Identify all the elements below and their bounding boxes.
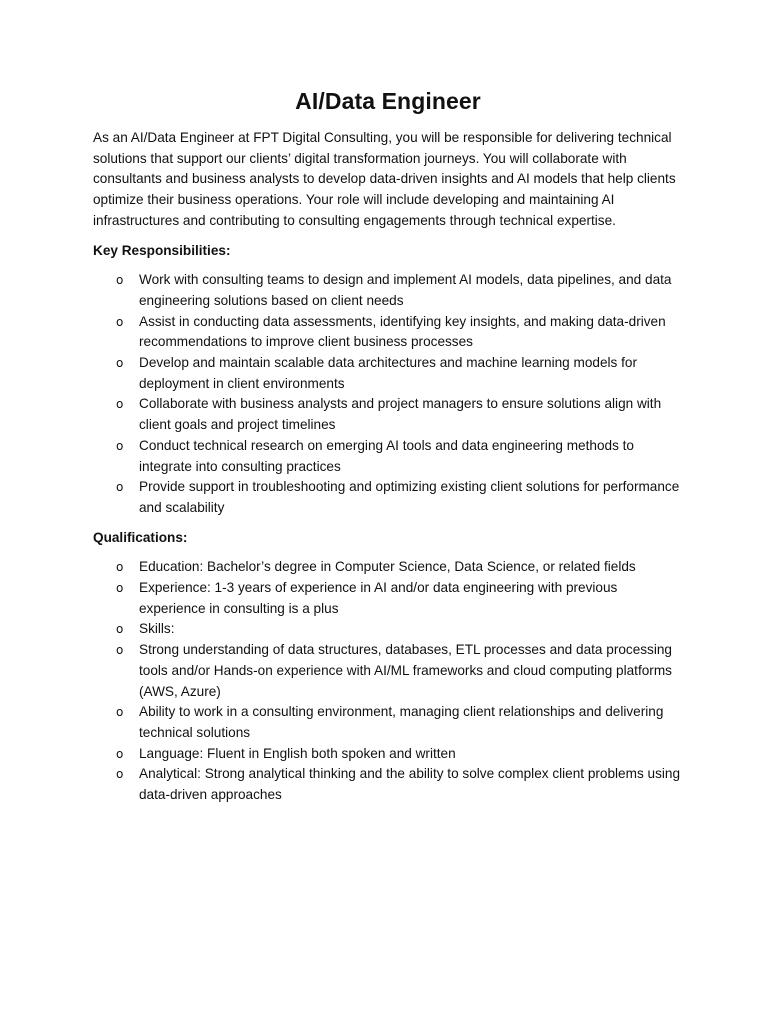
list-item-text: Provide support in troubleshooting and optimizing existing client solutions for performance and scalability	[139, 479, 680, 515]
qualifications-list	[93, 557, 683, 805]
list-item-text: Language: Fluent in English both spoken and written	[139, 745, 456, 761]
qualifications-heading: Qualifications:	[93, 529, 188, 545]
list-item-text: Assist in conducting data assessments, identifying key insights, and making data-driven recommendations to improve client business processes	[139, 313, 666, 350]
bullet-icon: o	[116, 581, 124, 596]
list-item-text: Analytical: Strong analytical thinking and the ability to solve complex client problems using data-driven approaches	[139, 766, 681, 803]
list-item-text: Education: Bachelor’s degree in Computer Science, Data Science, or related fields	[139, 559, 636, 575]
bullet-icon: o	[116, 746, 124, 761]
list-item-text: Ability to work in a consulting environment, managing client relationships and delivering technical solutions	[139, 704, 664, 740]
list-item	[93, 312, 683, 353]
list-item-text: Skills:	[139, 621, 175, 637]
page-title: AI/Data Engineer	[295, 88, 481, 114]
list-item	[93, 619, 683, 640]
bullet-icon: o	[116, 397, 124, 412]
bullet-icon: o	[116, 643, 124, 658]
bullet-icon: o	[116, 622, 124, 637]
bullet-icon: o	[116, 314, 124, 329]
responsibilities-list	[93, 270, 683, 518]
bullet-icon: o	[116, 356, 124, 371]
list-item	[93, 744, 683, 765]
list-item-text: Develop and maintain scalable data architectures and machine learning models for deployment in client environments	[139, 355, 637, 391]
list-item-text: Collaborate with business analysts and project managers to ensure solutions align with client goals and project timelines	[139, 396, 662, 433]
list-item	[93, 764, 683, 805]
list-item	[93, 578, 683, 619]
bullet-icon: o	[116, 273, 124, 288]
list-item-text: Conduct technical research on emerging AI tools and data engineering methods to integrate into consulting practices	[139, 437, 634, 474]
list-item	[93, 557, 683, 578]
document-page	[93, 86, 683, 815]
bullet-icon: o	[116, 705, 124, 720]
bullet-icon: o	[116, 767, 124, 782]
list-item	[93, 394, 683, 435]
list-item-text: Strong understanding of data structures, databases, ETL processes and data processing tools and/or Hands-on experience with AI/ML frameworks and cloud computing platforms (AWS, Azure)	[139, 642, 672, 699]
bullet-icon: o	[116, 438, 124, 453]
responsibilities-heading: Key Responsibilities:	[93, 242, 231, 258]
list-item	[93, 640, 683, 702]
list-item-text: Work with consulting teams to design and implement AI models, data pipelines, and data engineering solutions based on client needs	[139, 272, 672, 308]
list-item-text: Experience: 1-3 years of experience in AI and/or data engineering with previous experience in consulting is a plus	[139, 580, 618, 616]
list-item	[93, 270, 683, 311]
list-item	[93, 436, 683, 477]
list-item	[93, 353, 683, 394]
list-item	[93, 702, 683, 743]
intro-paragraph: As an AI/Data Engineer at FPT Digital Consulting, you will be responsible for delivering technical solutions that support our clients’ digital transformation journeys. You will collaborate with consultants and business analysts to develop data-driven insights and AI models that help clients optimize their business operations. Your role will include developing and maintaining AI infrastructures and contributing to consulting engagements through technical expertise.	[93, 130, 676, 228]
list-item	[93, 477, 683, 518]
bullet-icon: o	[116, 560, 124, 575]
bullet-icon: o	[116, 480, 124, 495]
